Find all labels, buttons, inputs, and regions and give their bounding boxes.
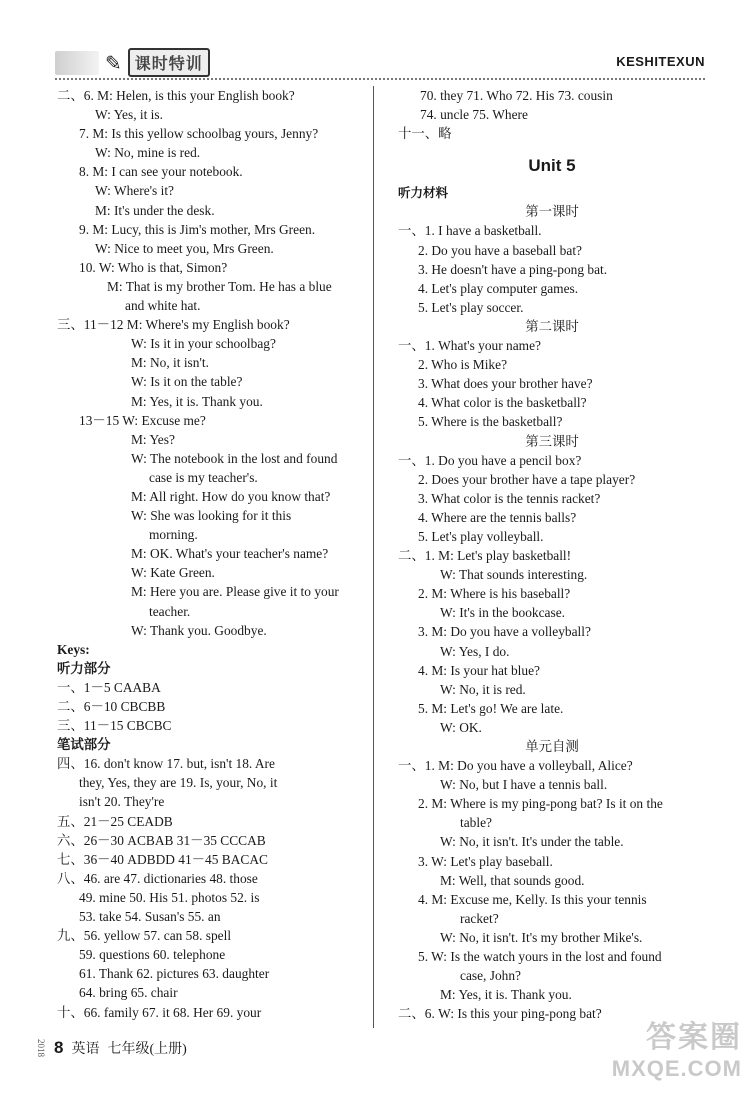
text-line: 二、1. M: Let's play basketball! bbox=[398, 548, 572, 564]
column-divider bbox=[373, 86, 374, 1028]
text-line: W: No, but I have a tennis ball. bbox=[440, 777, 608, 793]
footer-grade: 七年级(上册) bbox=[107, 1042, 187, 1057]
text-line: 2. M: Where is my ping-pong bat? Is it on the bbox=[418, 796, 663, 812]
text-line: 3. M: Do you have a volleyball? bbox=[418, 624, 591, 640]
text-line: 3. He doesn't have a ping-pong bat. bbox=[418, 261, 608, 277]
text-line: case, John? bbox=[460, 968, 521, 984]
section-subheading: 第一课时 bbox=[525, 204, 579, 220]
text-line: 49. mine 50. His 51. photos 52. is bbox=[79, 889, 260, 905]
section-subheading: 单元自测 bbox=[525, 739, 579, 754]
text-line: 5. M: Let's go! We are late. bbox=[418, 700, 564, 716]
text-line: teacher. bbox=[149, 603, 191, 619]
text-line: W: Yes, I do. bbox=[440, 643, 510, 659]
text-line: 7. M: Is this yellow schoolbag yours, Jenny? bbox=[79, 126, 319, 142]
logo-mark bbox=[55, 51, 99, 75]
text-line: 一、1. What's your name? bbox=[398, 338, 541, 354]
text-line: W: No, it isn't. It's my brother Mike's. bbox=[440, 929, 643, 945]
text-line: 八、46. are 47. dictionaries 48. those bbox=[57, 870, 258, 886]
text-line: W: Thank you. Goodbye. bbox=[131, 622, 267, 638]
logo bbox=[55, 48, 210, 77]
footer-side-mark: 2018 bbox=[36, 1039, 46, 1057]
watermark-line1: 答案圈 bbox=[646, 1021, 742, 1054]
text-line: 4. What color is the basketball? bbox=[418, 395, 587, 411]
text-line: 70. they 71. Who 72. His 73. cousin bbox=[420, 88, 613, 103]
text-line: W: Kate Green. bbox=[131, 565, 215, 581]
text-line: 5. Let's play soccer. bbox=[418, 299, 524, 315]
text-line: 3. What does your brother have? bbox=[418, 376, 593, 392]
text-line: racket? bbox=[460, 910, 499, 926]
pen-icon: ✎ bbox=[105, 50, 122, 75]
text-line: M: Yes, it is. Thank you. bbox=[131, 393, 263, 409]
logo-text: 课时特训 bbox=[128, 48, 210, 77]
text-line: W: Is it in your schoolbag? bbox=[131, 336, 276, 352]
text-line: and white hat. bbox=[125, 298, 201, 314]
text-line: 二、6. W: Is this your ping-pong bat? bbox=[398, 1006, 602, 1022]
text-line: 4. Where are the tennis balls? bbox=[418, 509, 577, 525]
text-line: Keys: bbox=[57, 641, 90, 657]
text-line: W: Where's it? bbox=[95, 183, 175, 199]
right-top-keys bbox=[398, 86, 706, 143]
text-line: 64. bring 65. chair bbox=[79, 985, 178, 1001]
text-line: M: Here you are. Please give it to your bbox=[131, 584, 339, 600]
text-line: W: Yes, it is. bbox=[95, 107, 163, 123]
text-line: 五、21－25 CEADB bbox=[57, 813, 173, 829]
text-line: M: Yes? bbox=[131, 431, 175, 447]
text-line: 笔试部分 bbox=[57, 737, 111, 753]
page-number: 8 bbox=[54, 1038, 64, 1057]
text-line: W: She was looking for it this bbox=[131, 508, 292, 524]
text-line: 四、16. don't know 17. but, isn't 18. Are bbox=[57, 756, 275, 772]
text-line: 一、1. Do you have a pencil box? bbox=[398, 452, 582, 468]
text-line: 13－15 W: Excuse me? bbox=[79, 412, 206, 428]
text-line: 8. M: I can see your notebook. bbox=[79, 164, 243, 180]
text-line: 4. Let's play computer games. bbox=[418, 280, 579, 296]
text-line: 一、1－5 CAABA bbox=[57, 679, 161, 695]
text-line: case is my teacher's. bbox=[149, 469, 258, 485]
text-line: table? bbox=[460, 815, 492, 831]
text-line: isn't 20. They're bbox=[79, 794, 165, 810]
text-line: W: Is it on the table? bbox=[131, 374, 243, 390]
text-line: 三、11－12 M: Where's my English book? bbox=[57, 317, 290, 333]
text-line: 9. M: Lucy, this is Jim's mother, Mrs Green. bbox=[79, 221, 316, 237]
text-line: 2. Does your brother have a tape player? bbox=[418, 471, 636, 487]
text-line: 2. M: Where is his baseball? bbox=[418, 586, 571, 602]
text-line: M: No, it isn't. bbox=[131, 355, 209, 371]
left-column bbox=[57, 86, 369, 1022]
text-line: 六、26－30 ACBAB 31－35 CCCAB bbox=[57, 832, 266, 848]
text-line: 61. Thank 62. pictures 63. daughter bbox=[79, 966, 270, 982]
text-line: 53. take 54. Susan's 55. an bbox=[79, 909, 221, 925]
watermark bbox=[612, 1012, 742, 1082]
text-line: 3. W: Let's play baseball. bbox=[418, 853, 553, 869]
text-line: W: No, mine is red. bbox=[95, 145, 201, 161]
text-line: M: That is my brother Tom. He has a blue bbox=[107, 278, 332, 294]
text-line: 一、1. I have a basketball. bbox=[398, 223, 542, 239]
text-line: 59. questions 60. telephone bbox=[79, 947, 226, 963]
text-line: W: It's in the bookcase. bbox=[440, 605, 566, 621]
text-line: 一、1. M: Do you have a volleyball, Alice? bbox=[398, 758, 633, 774]
text-line: M: All right. How do you know that? bbox=[131, 488, 331, 504]
brand-name: KESHITEXUN bbox=[616, 54, 705, 69]
header-divider bbox=[55, 78, 705, 80]
text-line: 十、66. family 67. it 68. Her 69. your bbox=[57, 1004, 262, 1020]
watermark-line2: MXQE.COM bbox=[611, 1056, 742, 1081]
text-line: 听力部分 bbox=[57, 660, 111, 676]
text-line: W: Nice to meet you, Mrs Green. bbox=[95, 240, 274, 256]
page-footer bbox=[36, 1038, 187, 1058]
text-line: 5. W: Is the watch yours in the lost and found bbox=[418, 949, 662, 965]
listening-material bbox=[398, 202, 706, 1023]
text-line: 3. What color is the tennis racket? bbox=[418, 490, 601, 506]
text-line: 二、6. M: Helen, is this your English book? bbox=[57, 88, 295, 103]
right-column bbox=[398, 86, 706, 1023]
text-line: W: OK. bbox=[440, 719, 482, 735]
text-line: 5. Let's play volleyball. bbox=[418, 528, 544, 544]
text-line: M: Yes, it is. Thank you. bbox=[440, 987, 572, 1003]
text-line: 4. M: Excuse me, Kelly. Is this your tennis bbox=[418, 891, 647, 907]
section-subheading: 第二课时 bbox=[525, 318, 579, 334]
text-line: W: No, it isn't. It's under the table. bbox=[440, 834, 624, 850]
text-line: 74. uncle 75. Where bbox=[420, 107, 528, 123]
text-line: 2. Who is Mike? bbox=[418, 357, 508, 373]
text-line: morning. bbox=[149, 527, 198, 543]
text-line: W: That sounds interesting. bbox=[440, 567, 588, 583]
text-line: 4. M: Is your hat blue? bbox=[418, 662, 540, 678]
footer-subject: 英语 bbox=[71, 1042, 100, 1057]
text-line: W: The notebook in the lost and found bbox=[131, 450, 338, 466]
text-line: 10. W: Who is that, Simon? bbox=[79, 259, 228, 275]
text-line: they, Yes, they are 19. Is, your, No, it bbox=[79, 775, 278, 791]
unit-title: Unit 5 bbox=[528, 156, 576, 176]
text-line: 九、56. yellow 57. can 58. spell bbox=[57, 928, 232, 944]
text-line: 5. Where is the basketball? bbox=[418, 414, 563, 430]
text-line: M: Well, that sounds good. bbox=[440, 872, 585, 888]
text-line: 二、6－10 CBCBB bbox=[57, 699, 166, 714]
text-line: M: It's under the desk. bbox=[95, 202, 215, 218]
text-line: 2. Do you have a baseball bat? bbox=[418, 242, 582, 258]
text-line: 三、11－15 CBCBC bbox=[57, 718, 172, 734]
text-line: 十一、略 bbox=[398, 126, 452, 142]
text-line: 七、36－40 ADBDD 41－45 BACAC bbox=[57, 851, 268, 867]
text-line: M: OK. What's your teacher's name? bbox=[131, 546, 329, 562]
section-subheading: 第三课时 bbox=[525, 433, 579, 449]
listening-heading: 听力材料 bbox=[398, 185, 449, 201]
text-line: W: No, it is red. bbox=[440, 681, 526, 697]
